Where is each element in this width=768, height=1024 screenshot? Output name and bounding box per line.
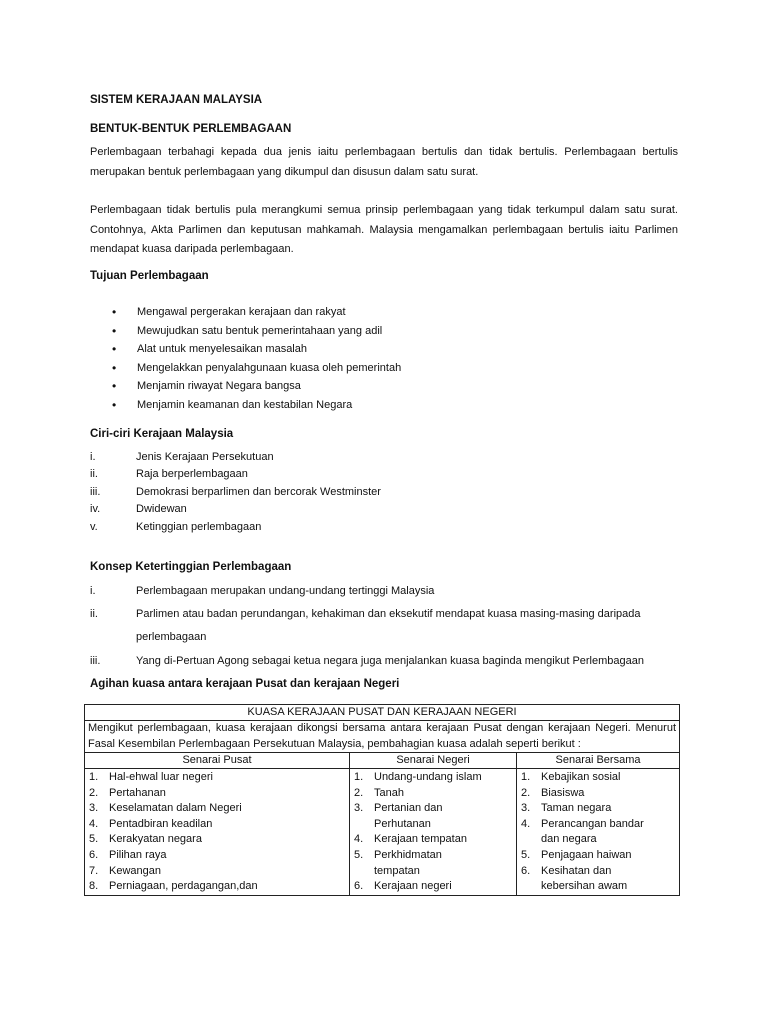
bersama-list <box>521 769 675 895</box>
list-item <box>521 848 675 864</box>
list-item <box>521 879 675 895</box>
item-number: 7. <box>89 864 99 877</box>
page-title: SISTEM KERAJAAN MALAYSIA <box>90 94 263 106</box>
item-number: 6. <box>521 864 531 877</box>
list-item: • Mengawal pergerakan kerajaan dan rakyat <box>112 303 401 322</box>
list-item: • Menjamin keamanan dan kestabilan Negara <box>112 396 401 415</box>
item-text: Kebajikan sosial <box>541 771 621 783</box>
item-number: 2. <box>354 786 364 799</box>
list-item: • Menjamin riwayat Negara bangsa <box>112 377 401 396</box>
column-pusat <box>85 769 350 896</box>
list-item: • Mewujudkan satu bentuk pemerintahaan yang adil <box>112 322 401 341</box>
list-item <box>89 786 345 802</box>
item-text: Kerajaan negeri <box>374 880 452 893</box>
list-item <box>354 817 512 833</box>
item-number: iii. <box>90 655 101 667</box>
item-text: Taman negara <box>541 802 612 815</box>
column-header-pusat: Senarai Pusat <box>85 753 350 769</box>
item-number: 8. <box>89 880 99 893</box>
item-number: ii. <box>90 608 98 620</box>
item-number: iii. <box>90 486 101 498</box>
item-text: Tanah <box>374 786 404 799</box>
column-header-negeri: Senarai Negeri <box>350 753 517 769</box>
list-item <box>521 801 675 817</box>
item-number: i. <box>90 451 96 463</box>
list-item <box>521 864 675 880</box>
item-number: 1. <box>89 771 99 783</box>
section-title-bentuk: BENTUK-BENTUK PERLEMBAGAAN <box>90 123 292 135</box>
list-item <box>354 786 512 802</box>
column-header-bersama: Senarai Bersama <box>517 753 680 769</box>
item-text: Demokrasi berparlimen dan bercorak Westminster <box>136 486 381 498</box>
paragraph-tidak-bertulis: Perlembagaan tidak bertulis pula merangkumi semua prinsip perlembagaan yang tidak terkumpul dalam satu surat. Contohnya, Akta Parlimen dan keputusan mahkamah. Malaysia mengamalkan perlembagaan bertulis iaitu Parlimen mendapat kuasa daripada perlembagaan. <box>90 204 678 255</box>
list-item <box>354 770 512 786</box>
item-text: kebersihan awam <box>541 880 628 893</box>
item-text: Kesihatan dan <box>541 864 612 877</box>
item-number: 1. <box>354 771 364 783</box>
list-item <box>354 879 512 895</box>
item-text: Kerakyatan negara <box>109 833 202 846</box>
item-text: perlembagaan <box>136 631 207 643</box>
item-text: Perniagaan, perdagangan,dan <box>109 880 258 893</box>
item-text: Dwidewan <box>136 503 187 515</box>
list-item <box>89 770 345 786</box>
list-item <box>521 770 675 786</box>
item-text: Ketinggian perlembagaan <box>136 521 262 533</box>
list-item <box>89 817 345 833</box>
item-text: Parlimen atau badan perundangan, kehakiman dan eksekutif mendapat kuasa masing-masing daripada <box>136 608 641 620</box>
item-text: tempatan <box>374 864 420 877</box>
item-number: 6. <box>354 880 364 893</box>
item-text: Kewangan <box>109 864 161 877</box>
item-text: Raja berperlembagaan <box>136 468 248 480</box>
item-number: 1. <box>521 771 531 783</box>
item-number: 2. <box>89 786 99 799</box>
list-item <box>89 879 345 895</box>
item-text: Keselamatan dalam Negeri <box>109 802 242 815</box>
item-number: i. <box>90 585 96 597</box>
item-number: 3. <box>89 802 99 815</box>
item-number: 4. <box>354 833 364 846</box>
negeri-list <box>354 769 512 895</box>
section-title-tujuan: Tujuan Perlembagaan <box>90 270 209 282</box>
item-text: Undang-undang islam <box>374 771 482 783</box>
column-bersama <box>517 769 680 896</box>
list-item: • Alat untuk menyelesaikan masalah <box>112 340 401 359</box>
item-text: Pentadbiran keadilan <box>109 817 213 830</box>
section-title-agihan: Agihan kuasa antara kerajaan Pusat dan kerajaan Negeri <box>90 678 400 690</box>
item-text: Perhutanan <box>374 817 431 830</box>
list-item <box>521 786 675 802</box>
table-intro: Mengikut perlembagaan, kuasa kerajaan dikongsi bersama antara kerajaan Pusat dengan kerajaan Negeri. Menurut Fasal Kesembilan Perlembagaan Persekutuan Malaysia, pembahagian kuasa adalah seperti berikut : <box>85 721 680 753</box>
item-number: 5. <box>89 833 99 846</box>
item-number: 3. <box>354 802 364 815</box>
item-number: 3. <box>521 802 531 815</box>
item-text: Pertahanan <box>109 786 166 799</box>
list-item <box>354 832 512 848</box>
list-item <box>89 864 345 880</box>
list-item <box>89 848 345 864</box>
kuasa-table <box>84 704 680 896</box>
list-item <box>521 817 675 833</box>
item-number: 4. <box>521 817 531 830</box>
list-item: • Mengelakkan penyalahgunaan kuasa oleh pemerintah <box>112 359 401 378</box>
item-text: Jenis Kerajaan Persekutuan <box>136 451 274 463</box>
item-number: 6. <box>89 848 99 861</box>
item-text: dan negara <box>541 833 597 846</box>
item-number: 5. <box>354 848 364 861</box>
item-number: iv. <box>90 503 101 515</box>
table-header: KUASA KERAJAAN PUSAT DAN KERAJAAN NEGERI <box>85 705 680 721</box>
section-title-ciri: Ciri-ciri Kerajaan Malaysia <box>90 428 234 440</box>
list-item <box>354 848 512 864</box>
list-item <box>354 801 512 817</box>
list-item <box>89 801 345 817</box>
item-text: Perancangan bandar <box>541 817 644 830</box>
section-title-konsep: Konsep Ketertinggian Perlembagaan <box>90 561 292 573</box>
item-text: Penjagaan haiwan <box>541 848 632 861</box>
paragraph-bertulis: Perlembagaan terbahagi kepada dua jenis iaitu perlembagaan bertulis dan tidak bertulis. Perlembagaan bertulis merupakan bentuk perlembagaan yang dikumpul dan disusun dalam satu surat. <box>90 146 678 178</box>
item-number: v. <box>90 521 98 533</box>
list-item <box>89 832 345 848</box>
item-number: ii. <box>90 468 98 480</box>
pusat-list <box>89 769 345 895</box>
item-text: Biasiswa <box>541 786 585 799</box>
item-text: Perlembagaan merupakan undang-undang tertinggi Malaysia <box>136 585 435 597</box>
item-number: 5. <box>521 848 531 861</box>
item-text: Yang di-Pertuan Agong sebagai ketua negara juga menjalankan kuasa baginda mengikut Perlembagaan <box>136 655 644 667</box>
list-item <box>354 864 512 880</box>
tujuan-list <box>112 303 401 415</box>
column-negeri <box>350 769 517 896</box>
item-text: Perkhidmatan <box>374 848 442 861</box>
item-text: Hal-ehwal luar negeri <box>109 771 213 783</box>
list-item <box>521 832 675 848</box>
item-text: Pilihan raya <box>109 848 167 861</box>
item-text: Kerajaan tempatan <box>374 833 467 846</box>
item-number: 4. <box>89 817 99 830</box>
item-text: Pertanian dan <box>374 802 443 815</box>
item-number: 2. <box>521 786 531 799</box>
